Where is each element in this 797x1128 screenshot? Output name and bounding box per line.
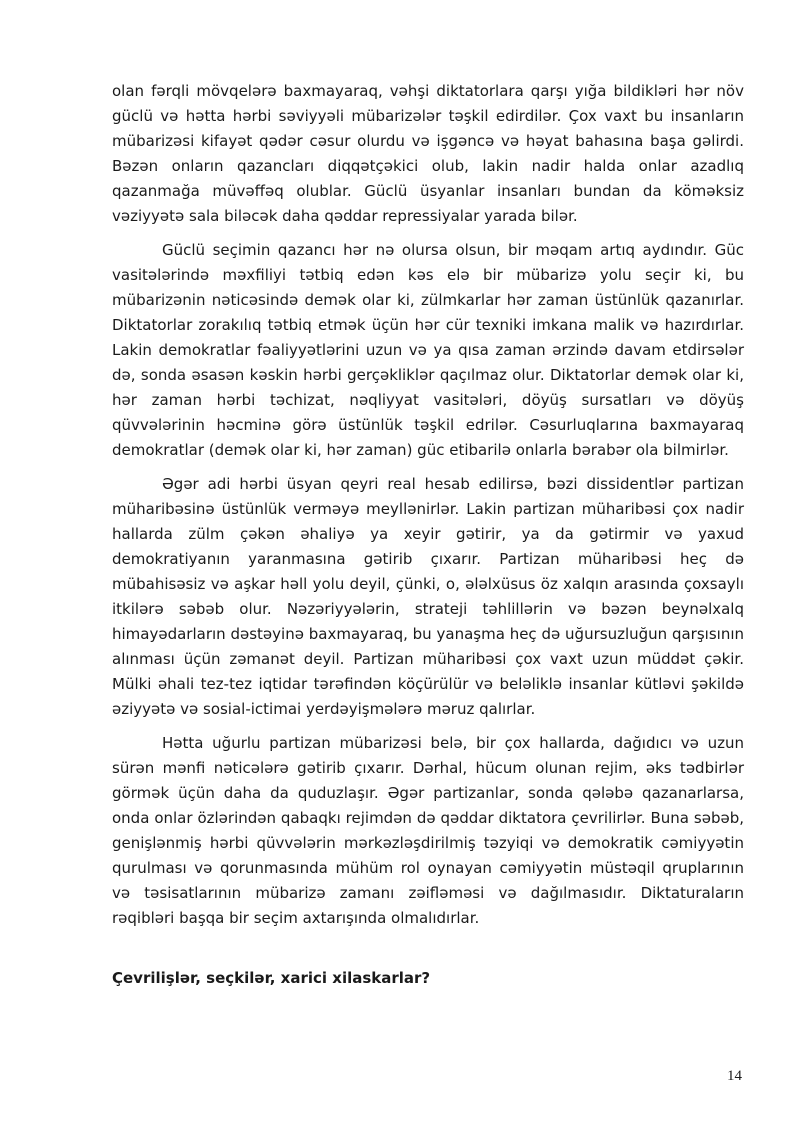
page-number: 14: [727, 1068, 742, 1084]
paragraph-3: Əgər adi hərbi üsyan qeyri real hesab edilirsə, bəzi dissidentlər partizan müharibəsinə üstünlük verməyə meyllənirlər. Lakin partizan müharibəsi çox nadir hallarda zülm çəkən əhaliyə ya xeyir gətirir, ya da gətirmir və yaxud demokratiyanın yaranmasına gətirib çıxarır. Partizan müharibəsi heç də mübahisəsiz və aşkar həll yolu deyil, çünki, o, ələlxüsus öz xalqın arasında çoxsaylı itkilərə səbəb olur. Nəzəriyyələrin, strateji təhlillərin və bəzən beynəlxalq himayədarların dəstəyinə baxmayaraq, bu yanaşma heç də uğursuzluğun qarşısının alınması üçün zəmanət deyil. Partizan müharibəsi çox vaxt uzun müddət çəkir. Mülki əhali tez-tez iqtidar tərəfindən köçürülür və beləliklə insanlar kütləvi şəkildə əziyyətə və sosial-ictimai yerdəyişmələrə məruz qalırlar.: [112, 475, 744, 718]
paragraph-1: olan fərqli mövqelərə baxmayaraq, vəhşi diktatorlara qarşı yığa bildikləri hər növ güclü və hətta hərbi səviyyəli mübarizələr təşkil edirdilər. Çox vaxt bu insanların mübarizəsi kifayət qədər cəsur olurdu və işgəncə və həyat bahasına başa gəlirdi. Bəzən onların qazancları diqqətçəkici olub, lakin nadir halda onlar azadlıq qazanmağa müvəffəq olublar. Güclü üsyanlar insanları bundan da köməksiz vəziyyətə sala biləcək daha qəddar repressiyalar yarada bilər.: [112, 82, 744, 225]
section-heading: Çevrilişlər, seçkilər, xarici xilaskarlar?: [112, 969, 431, 987]
paragraph-4: Hətta uğurlu partizan mübarizəsi belə, bir çox hallarda, dağıdıcı və uzun sürən mənfi nəticələrə gətirib çıxarır. Dərhal, hücum olunan rejim, əks tədbirlər görmək üçün daha da quduzlaşır. Əgər partizanlar, sonda qələbə qazanarlarsa, onda onlar özlərindən qabaqkı rejimdən də qəddar diktatora çevrilirlər. Buna səbəb, genişlənmiş hərbi qüvvələrin mərkəzləşdirilmiş təzyiqi və demokratik cəmiyyətin qurulması və qorunmasında mühüm rol oynayan cəmiyyətin müstəqil qruplarının və təsisatlarının mübarizə zamanı zəifləməsi və dağılmasıdır. Diktaturaların rəqibləri başqa bir seçim axtarışında olmalıdırlar.: [112, 734, 744, 927]
paragraph-2: Güclü seçimin qazancı hər nə olursa olsun, bir məqam artıq aydındır. Güc vasitələrində məxfiliyi tətbiq edən kəs elə bir mübarizə yolu seçir ki, bu mübarizənin nəticəsində demək olar ki, zülmkarlar hər zaman üstünlük qazanırlar. Diktatorlar zorakılıq tətbiq etmək üçün hər cür texniki imkana malik və hazırdırlar. Lakin demokratlar fəaliyyətlərini uzun və ya qısa zaman ərzində davam etdirsələr də, sonda əsasən kəskin hərbi gerçəkliklər qaçılmaz olur. Diktatorlar demək olar ki, hər zaman hərbi təchizat, nəqliyyat vasitələri, döyüş sursatları və döyüş qüvvələrinin həcminə görə üstünlük təşkil edrilər. Cəsurluqlarına baxmayaraq demokratlar (demək olar ki, hər zaman) güc etibarilə onlarla bərabər ola bilmirlər.: [112, 241, 744, 459]
document-body: [112, 79, 744, 991]
